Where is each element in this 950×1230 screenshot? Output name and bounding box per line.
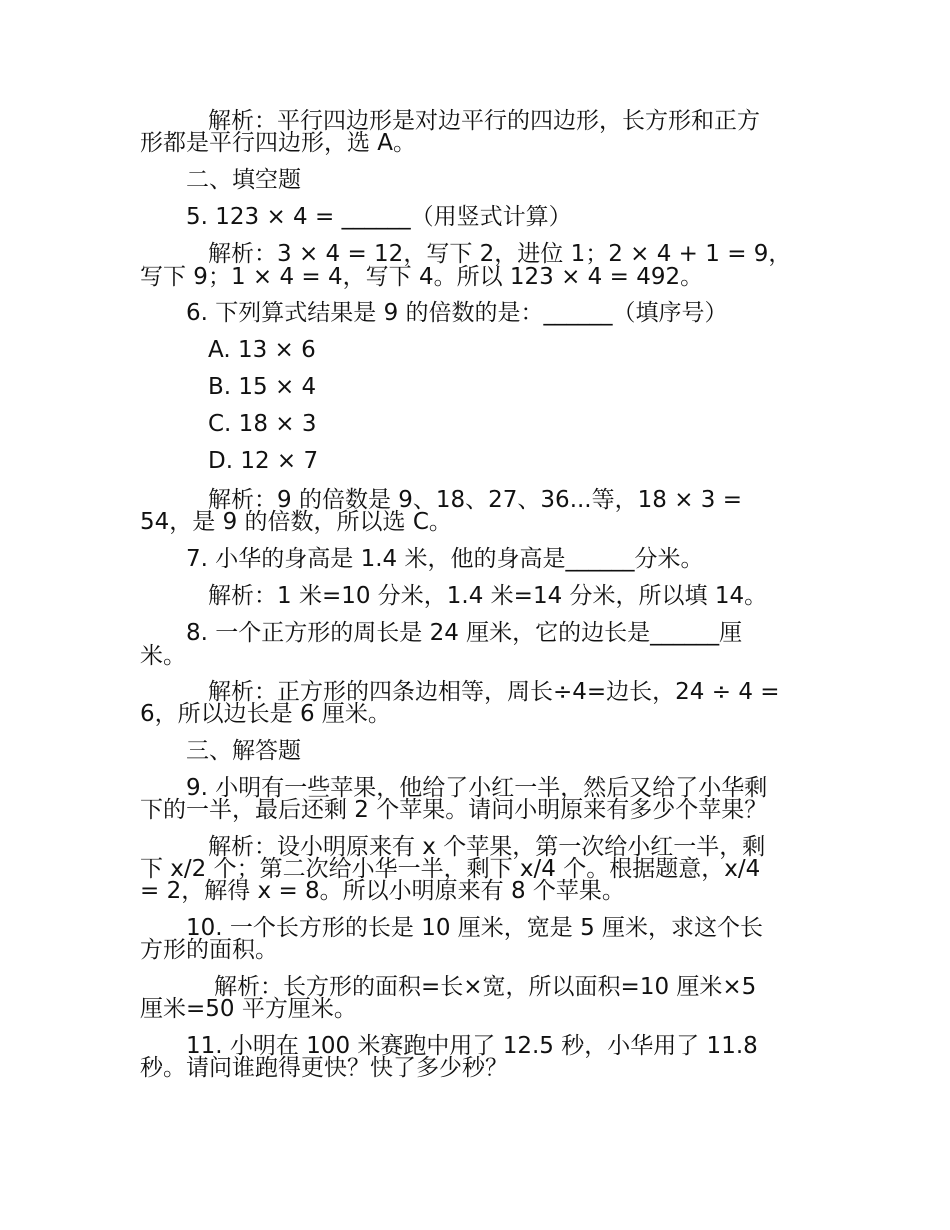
q9-analysis-line3: = 2，解得 x = 8。所以小明原来有 8 个苹果。 [140, 878, 625, 904]
q9-analysis-line2: 下 x/2 个；第二次给小华一半，剩下 x/4 个。根据题意，x/4 [140, 856, 761, 882]
q8-analysis-line2: 6，所以边长是 6 厘米。 [140, 701, 391, 727]
q4-analysis-line2: 形都是平行四边形，选 A。 [140, 130, 417, 156]
q5-analysis-line2: 写下 9；1 × 4 = 4，写下 4。所以 123 × 4 = 492。 [140, 264, 704, 290]
q11-question-line1: 11. 小明在 100 米赛跑中用了 12.5 秒，小华用了 11.8 [186, 1033, 758, 1059]
q8-analysis-line1: 解析：正方形的四条边相等，周长÷4=边长，24 ÷ 4 = [208, 679, 780, 705]
q9-question-line2: 下的一半，最后还剩 2 个苹果。请问小明原来有多少个苹果？ [140, 797, 768, 823]
q7-question: 7. 小华的身高是 1.4 米，他的身高是______分米。 [186, 546, 704, 572]
q4-analysis-line1: 解析：平行四边形是对边平行的四边形，长方形和正方 [208, 108, 760, 134]
section-solve-heading: 三、解答题 [186, 738, 301, 764]
q5-analysis-line1: 解析：3 × 4 = 12，写下 2，进位 1；2 × 4 + 1 = 9， [208, 241, 792, 267]
q6-option-d: D. 12 × 7 [208, 448, 319, 474]
q10-analysis-line1: 解析：长方形的面积=长×宽，所以面积=10 厘米×5 [214, 974, 757, 1000]
q11-question-line2: 秒。请问谁跑得更快？快了多少秒？ [140, 1055, 508, 1081]
q10-analysis-line2: 厘米=50 平方厘米。 [140, 996, 357, 1022]
q9-question-line1: 9. 小明有一些苹果，他给了小红一半，然后又给了小华剩 [186, 775, 768, 801]
q6-question: 6. 下列算式结果是 9 的倍数的是：______（填序号） [186, 300, 728, 326]
q10-question-line2: 方形的面积。 [140, 937, 278, 963]
q6-analysis-line1: 解析：9 的倍数是 9、18、27、36...等，18 × 3 = [208, 487, 742, 513]
q9-analysis-line1: 解析：设小明原来有 x 个苹果，第一次给小红一半，剩 [208, 834, 766, 860]
q6-option-a: A. 13 × 6 [208, 337, 316, 363]
q6-option-c: C. 18 × 3 [208, 411, 317, 437]
q6-analysis-line2: 54，是 9 的倍数，所以选 C。 [140, 509, 452, 535]
q8-question-line1: 8. 一个正方形的周长是 24 厘米，它的边长是______厘 [186, 620, 743, 646]
q10-question-line1: 10. 一个长方形的长是 10 厘米，宽是 5 厘米，求这个长 [186, 915, 764, 941]
q7-analysis: 解析：1 米=10 分米，1.4 米=14 分米，所以填 14。 [208, 583, 768, 609]
q5-question: 5. 123 × 4 = ______（用竖式计算） [186, 204, 572, 230]
section-fill-blank-heading: 二、填空题 [186, 167, 301, 193]
q6-option-b: B. 15 × 4 [208, 374, 317, 400]
q8-question-line2: 米。 [140, 643, 186, 669]
